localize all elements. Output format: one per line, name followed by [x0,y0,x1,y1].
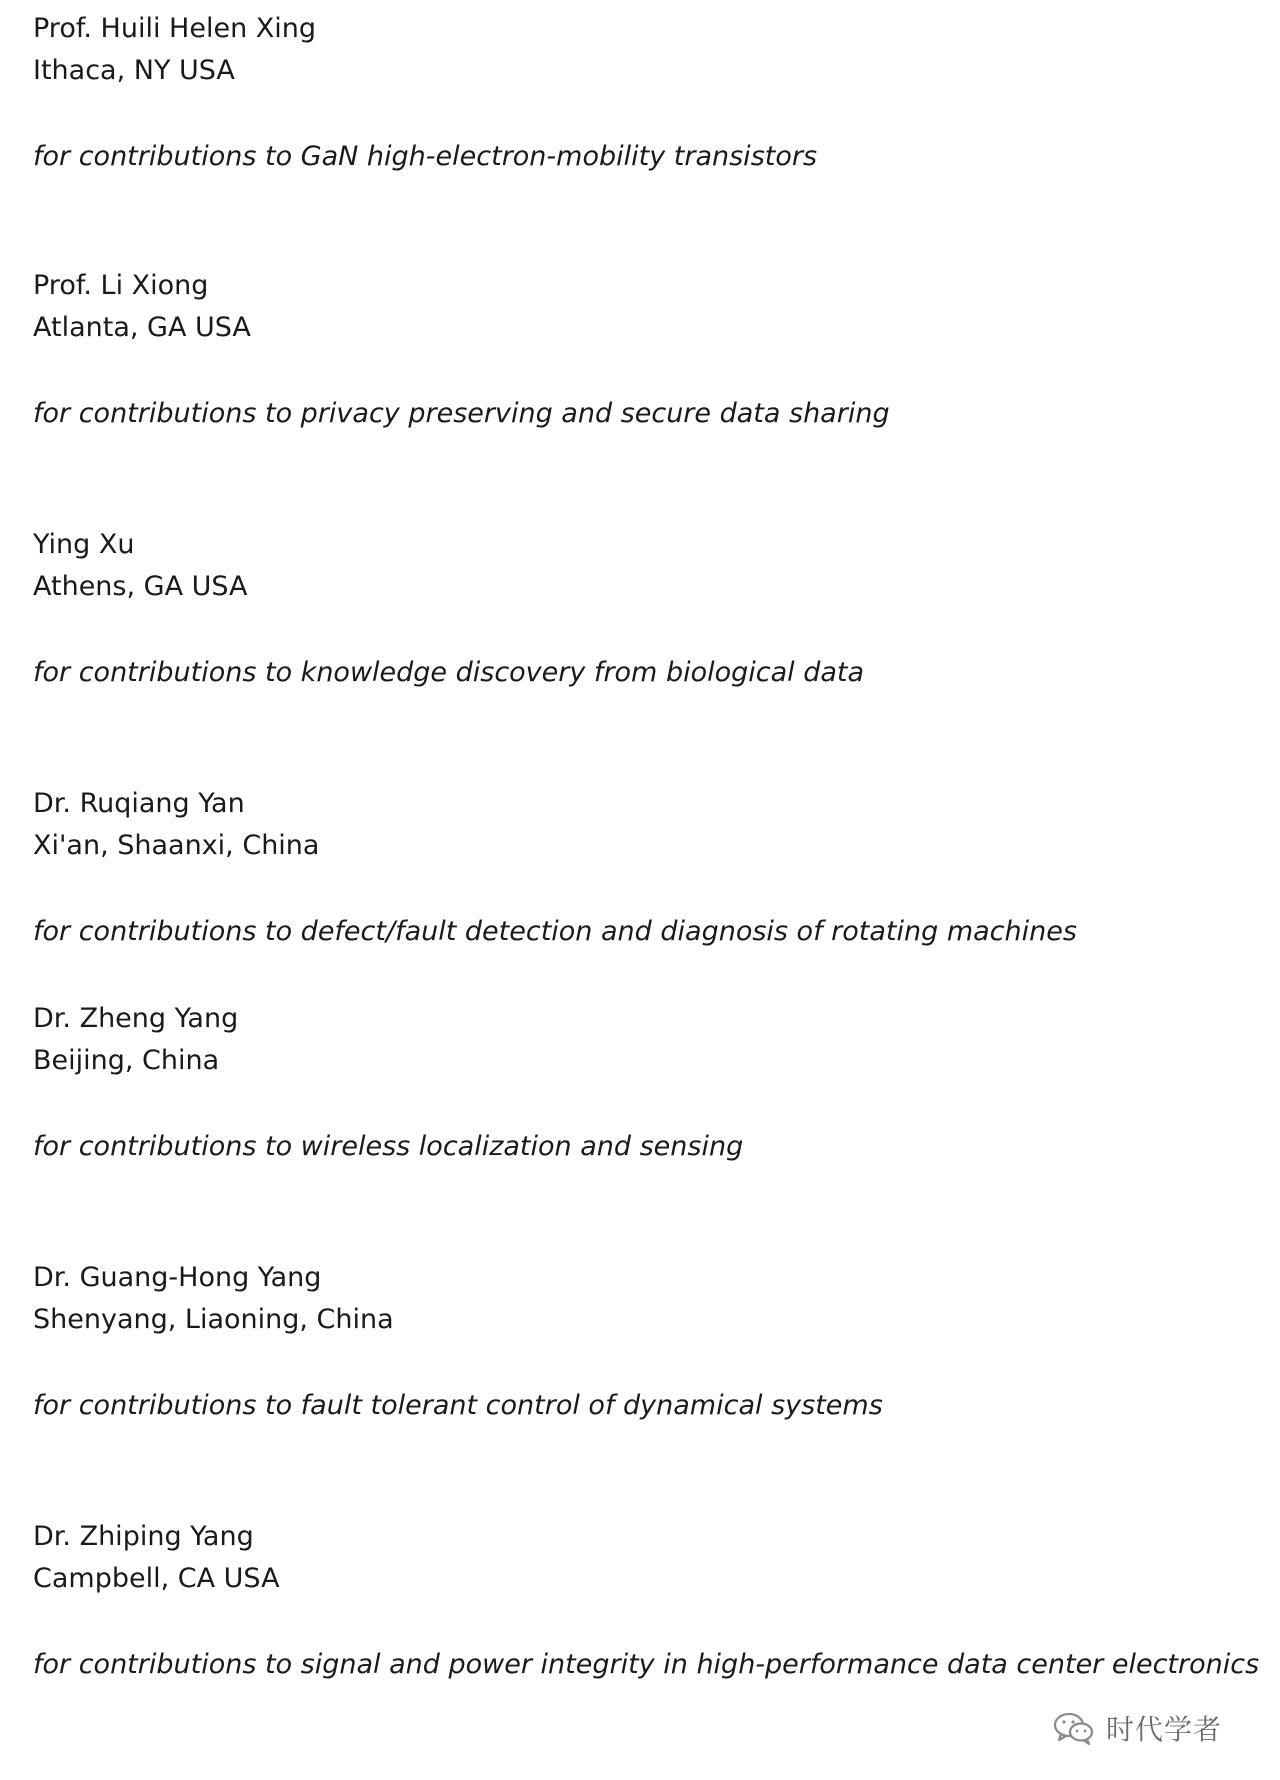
wechat-icon [1052,1710,1096,1746]
fellow-name: Prof. Li Xiong [33,270,209,301]
fellow-location: Campbell, CA USA [33,1563,280,1594]
fellow-name: Dr. Guang-Hong Yang [33,1262,322,1293]
watermark [1052,1708,1222,1748]
fellow-location: Beijing, China [33,1045,220,1076]
fellow-name: Ying Xu [33,529,135,560]
fellow-location: Xi'an, Shaanxi, China [33,830,320,861]
fellow-citation: for contributions to GaN high-electron-mobility transistors [33,141,818,172]
fellow-name: Dr. Zhiping Yang [33,1521,254,1552]
fellow-citation: for contributions to knowledge discovery from biological data [33,657,865,688]
fellow-citation: for contributions to defect/fault detection and diagnosis of rotating machines [33,916,1077,947]
fellow-name: Prof. Huili Helen Xing [33,13,317,44]
fellow-citation: for contributions to signal and power integrity in high-performance data center electronics [33,1649,1260,1680]
fellow-location: Shenyang, Liaoning, China [33,1304,394,1335]
fellow-location: Athens, GA USA [33,571,248,602]
fellow-citation: for contributions to fault tolerant control of dynamical systems [33,1390,883,1421]
fellow-name: Dr. Zheng Yang [33,1003,239,1034]
fellow-name: Dr. Ruqiang Yan [33,788,245,819]
fellow-citation: for contributions to wireless localization and sensing [33,1131,744,1162]
watermark-text: 时代学者 [1106,1713,1223,1746]
fellow-location: Ithaca, NY USA [33,55,235,86]
fellow-location: Atlanta, GA USA [33,312,251,343]
fellow-citation: for contributions to privacy preserving and secure data sharing [33,398,890,429]
